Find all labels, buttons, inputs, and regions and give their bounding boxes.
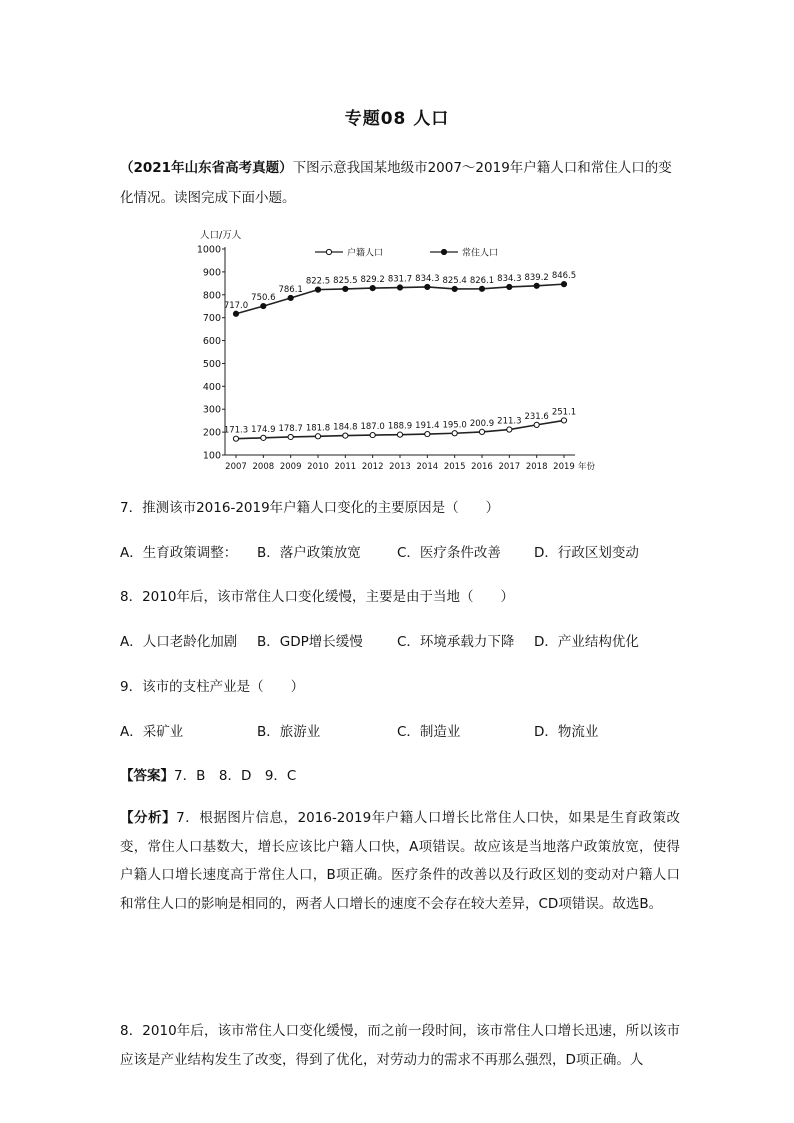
q8-option-d: D．产业结构优化 [534, 634, 639, 650]
data-label: 174.9 [251, 424, 276, 435]
question-source: （2021年山东省高考真题） [120, 160, 293, 176]
x-tick-label: 2010 [307, 462, 329, 472]
q8-option-c: C．环境承载力下降 [397, 634, 515, 650]
x-tick-label: 2013 [389, 462, 411, 472]
data-point [233, 436, 238, 441]
data-point [452, 286, 457, 291]
data-label: 200.9 [469, 418, 495, 429]
data-point [370, 285, 375, 290]
answer-text: 7．B 8．D 9．C [174, 768, 297, 784]
data-label: 231.6 [524, 411, 549, 422]
data-label: 187.0 [360, 422, 385, 433]
q8-option-a: A．人口老龄化加剧 [120, 634, 238, 650]
data-point [425, 284, 430, 289]
data-point [261, 435, 266, 440]
data-label: 831.7 [387, 274, 413, 285]
y-tick-label: 800 [202, 290, 221, 302]
q7-option-a: A．生育政策调整： [120, 545, 238, 561]
x-tick-label: 2014 [416, 462, 439, 472]
answer-label: 【答案】 [120, 768, 174, 784]
y-tick-label: 1000 [196, 244, 221, 256]
q9-option-b: B．旅游业 [257, 724, 321, 740]
data-label: 846.5 [551, 271, 577, 282]
data-point [561, 418, 566, 423]
analysis-text-1: 7．根据图片信息，2016-2019年户籍人口增长比常住人口快，如果是生育政策改变，常住人口基数大，增长应该比户籍人口快，A项错误。故应该是当地落户政策放宽，使得户籍人口增长速度高于常住人口，B项正确。医疗条件的改善以及行政区划的变动对户籍人口和常住人口的影响是相同的，两者人口增长的速度不会存在较大差异，CD项错误。故选B。 [120, 810, 680, 912]
y-tick-label: 400 [202, 381, 221, 393]
data-point [288, 434, 293, 439]
y-tick-label: 300 [202, 404, 221, 416]
x-tick-label: 2016 [471, 462, 493, 472]
y-tick-label: 900 [202, 267, 221, 279]
x-tick-label: 2012 [361, 462, 384, 472]
analysis-paragraph-1 [120, 804, 680, 918]
x-tick-label: 2009 [279, 462, 302, 472]
data-label: 184.8 [333, 422, 358, 433]
data-label: 834.3 [415, 273, 440, 284]
data-point [479, 429, 484, 434]
data-point [315, 434, 320, 439]
y-axis-label: 人口/万人 [200, 230, 242, 241]
x-tick-label: 2017 [498, 462, 521, 472]
data-label: 195.0 [442, 420, 467, 431]
data-label: 188.9 [387, 421, 413, 432]
q9-option-d: D．物流业 [534, 724, 599, 740]
x-tick-label: 2011 [334, 462, 357, 472]
data-label: 750.6 [251, 293, 276, 304]
y-tick-label: 200 [202, 427, 221, 439]
legend-label: 常住人口 [462, 248, 499, 259]
data-point [397, 432, 402, 437]
legend-marker [441, 249, 446, 254]
data-point [507, 427, 512, 432]
data-point [534, 422, 539, 427]
data-label: 191.4 [415, 421, 440, 432]
data-point [343, 286, 348, 291]
data-point [261, 303, 266, 308]
answer-line [120, 764, 296, 784]
q9-option-c: C．制造业 [397, 724, 461, 740]
analysis-paragraph-2: 8．2010年后，该市常住人口变化缓慢，而之前一段时间，该市常住人口增长迅速，所以该市应该是产业结构发生了改变，得到了优化，对劳动力的需求不再那么强烈，D项正确。人 [120, 1023, 680, 1068]
data-point [233, 311, 238, 316]
x-tick-label: 2008 [252, 462, 275, 472]
data-point [343, 433, 348, 438]
data-point [370, 432, 375, 437]
x-tick-label: 2007 [225, 462, 247, 472]
q7-option-c: C．医疗条件改善 [397, 545, 501, 561]
question-7-stem: 7．推测该市2016-2019年户籍人口变化的主要原因是（ ） [120, 500, 500, 516]
analysis-label: 【分析】 [120, 810, 177, 826]
data-point [425, 431, 430, 436]
population-line-chart [190, 225, 610, 475]
x-tick-label: 2019 [553, 462, 575, 472]
data-label: 826.1 [469, 275, 495, 286]
data-point [479, 286, 484, 291]
data-point [315, 287, 320, 292]
intro-paragraph [120, 153, 680, 213]
y-tick-label: 500 [202, 358, 221, 370]
data-label: 717.0 [223, 300, 249, 311]
q7-option-b: B．落户政策放宽 [257, 545, 361, 561]
data-label: 178.7 [278, 423, 303, 434]
legend-marker [326, 249, 331, 254]
data-label: 251.1 [551, 407, 577, 418]
y-tick-label: 100 [202, 450, 221, 462]
data-point [452, 431, 457, 436]
x-tick-label: 2018 [525, 462, 548, 472]
data-label: 822.5 [305, 276, 331, 287]
y-tick-label: 600 [202, 336, 221, 348]
data-label: 839.2 [524, 272, 549, 283]
q8-option-b: B．GDP增长缓慢 [257, 634, 363, 650]
data-point [534, 283, 539, 288]
data-label: 181.8 [305, 423, 331, 434]
x-axis-label: 年份 [578, 462, 596, 472]
data-point [397, 285, 402, 290]
data-label: 825.5 [333, 275, 358, 286]
data-point [507, 284, 512, 289]
data-point [288, 295, 293, 300]
data-label: 171.3 [223, 425, 249, 436]
data-label: 211.3 [497, 416, 522, 427]
data-point [561, 282, 566, 287]
intro-text: 下图示意我国某地级市2007～2019年户籍人口和常住人口的变化情况。读图完成下面小题。 [120, 160, 672, 206]
data-label: 825.4 [442, 275, 467, 286]
page-title: 专题08 人口 [344, 109, 450, 129]
question-8-stem: 8．2010年后，该市常住人口变化缓慢，主要是由于当地（ ） [120, 589, 514, 605]
data-label: 834.3 [497, 273, 522, 284]
y-tick-label: 700 [202, 313, 221, 325]
q9-option-a: A．采矿业 [120, 724, 184, 740]
q7-option-d: D．行政区划变动 [534, 545, 639, 561]
data-label: 786.1 [278, 284, 303, 295]
question-9-stem: 9．该市的支柱产业是（ ） [120, 679, 305, 695]
x-tick-label: 2015 [443, 462, 466, 472]
data-label: 829.2 [360, 275, 385, 286]
legend-label: 户籍人口 [347, 248, 384, 259]
